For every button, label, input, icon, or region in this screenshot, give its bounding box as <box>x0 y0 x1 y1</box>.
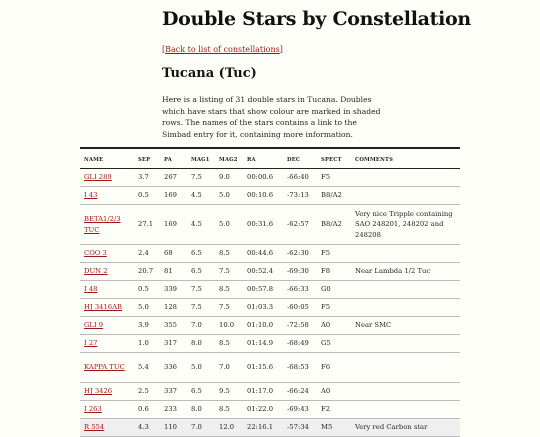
cell-mag2: 9.5 <box>215 383 243 401</box>
back-bracket-open: [ <box>162 45 166 54</box>
cell-comments <box>351 335 460 353</box>
star-name-cell <box>80 383 134 401</box>
simbad-star-link[interactable]: R 554 <box>84 423 105 432</box>
cell-mag1: 6.5 <box>187 383 215 401</box>
cell-ra: 00:44.6 <box>243 245 283 263</box>
star-name-cell <box>80 317 134 335</box>
simbad-star-link[interactable]: I 263 <box>84 405 102 414</box>
cell-spect: B8/A2 <box>317 187 351 205</box>
cell-pa: 110 <box>160 419 187 437</box>
page-title: Double Stars by Constellation <box>162 8 471 30</box>
table-row <box>80 263 460 281</box>
cell-mag2: 12.0 <box>215 419 243 437</box>
cell-mag2: 8.5 <box>215 245 243 263</box>
cell-ra: 01:10.0 <box>243 317 283 335</box>
simbad-star-link[interactable]: KAPPA TUC <box>84 363 125 372</box>
cell-sep: 1.0 <box>134 335 160 353</box>
cell-dec: -62:30 <box>283 245 317 263</box>
simbad-star-link[interactable]: GLI 9 <box>84 321 104 330</box>
cell-spect: B8/A2 <box>317 205 351 245</box>
cell-sep: 4.3 <box>134 419 160 437</box>
column-header-mag2: MAG2 <box>215 148 243 169</box>
cell-pa: 233 <box>160 401 187 419</box>
column-header-dec: DEC <box>283 148 317 169</box>
cell-mag1: 7.0 <box>187 317 215 335</box>
constellation-heading: Tucana (Tuc) <box>162 66 257 81</box>
cell-mag1: 7.5 <box>187 281 215 299</box>
cell-sep: 0.5 <box>134 281 160 299</box>
cell-pa: 169 <box>160 187 187 205</box>
cell-dec: -62:57 <box>283 205 317 245</box>
table-row <box>80 187 460 205</box>
column-header-ra: RA <box>243 148 283 169</box>
table-row <box>80 281 460 299</box>
star-name-cell <box>80 335 134 353</box>
cell-spect: F6 <box>317 353 351 383</box>
cell-spect: F2 <box>317 401 351 419</box>
table-row <box>80 205 460 245</box>
table-row <box>80 245 460 263</box>
cell-pa: 317 <box>160 335 187 353</box>
cell-comments <box>351 401 460 419</box>
column-header-comments: COMMENTS <box>351 148 460 169</box>
star-name-cell <box>80 299 134 317</box>
cell-sep: 5.0 <box>134 299 160 317</box>
cell-ra: 01:03.3 <box>243 299 283 317</box>
cell-comments: Very nice Tripple containing SAO 248201, 248202 and 248208 <box>351 205 460 245</box>
cell-spect: G0 <box>317 281 351 299</box>
column-header-pa: PA <box>160 148 187 169</box>
cell-ra: 01:22.0 <box>243 401 283 419</box>
cell-spect: F8 <box>317 263 351 281</box>
cell-sep: 2.5 <box>134 383 160 401</box>
cell-dec: -69:30 <box>283 263 317 281</box>
cell-pa: 68 <box>160 245 187 263</box>
simbad-star-link[interactable]: HJ 3416AB <box>84 303 123 312</box>
cell-spect: A0 <box>317 317 351 335</box>
cell-ra: 22:16.1 <box>243 419 283 437</box>
star-name-cell <box>80 353 134 383</box>
cell-pa: 337 <box>160 383 187 401</box>
cell-sep: 3.7 <box>134 169 160 187</box>
cell-comments <box>351 299 460 317</box>
cell-comments <box>351 281 460 299</box>
intro-text: Here is a listing of 31 double stars in Tucana. Doubles which have stars that show colour are marked in shaded rows. The names of the stars contains a link to the Simbad entry for it, containing more information. <box>162 95 381 139</box>
simbad-star-link[interactable]: BETA1/2/3 TUC <box>84 215 121 234</box>
star-name-cell <box>80 187 134 205</box>
table-row <box>80 299 460 317</box>
cell-mag2: 8.5 <box>215 335 243 353</box>
back-to-constellations-link[interactable]: Back to list of constellations <box>165 45 280 54</box>
cell-comments <box>351 169 460 187</box>
column-header-name: NAME <box>80 148 134 169</box>
cell-pa: 128 <box>160 299 187 317</box>
cell-ra: 00:31.6 <box>243 205 283 245</box>
simbad-star-link[interactable]: COO 3 <box>84 249 107 258</box>
table-row <box>80 401 460 419</box>
cell-sep: 27.1 <box>134 205 160 245</box>
cell-mag1: 5.0 <box>187 353 215 383</box>
column-header-mag1: MAG1 <box>187 148 215 169</box>
cell-ra: 01:17.0 <box>243 383 283 401</box>
star-name-cell <box>80 169 134 187</box>
cell-mag1: 8.0 <box>187 335 215 353</box>
cell-spect: F5 <box>317 245 351 263</box>
cell-mag2: 8.5 <box>215 401 243 419</box>
cell-mag1: 7.5 <box>187 299 215 317</box>
star-name-cell <box>80 245 134 263</box>
cell-pa: 339 <box>160 281 187 299</box>
cell-sep: 20.7 <box>134 263 160 281</box>
cell-spect: F5 <box>317 299 351 317</box>
cell-ra: 01:14.9 <box>243 335 283 353</box>
simbad-star-link[interactable]: GLI 289 <box>84 173 112 182</box>
cell-mag2: 5.0 <box>215 187 243 205</box>
cell-sep: 5.4 <box>134 353 160 383</box>
cell-ra: 01:15.6 <box>243 353 283 383</box>
cell-dec: -66:40 <box>283 169 317 187</box>
table-row <box>80 335 460 353</box>
cell-mag1: 4.5 <box>187 187 215 205</box>
cell-sep: 0.5 <box>134 187 160 205</box>
cell-sep: 2.4 <box>134 245 160 263</box>
cell-pa: 267 <box>160 169 187 187</box>
back-bracket-close: ] <box>279 45 283 54</box>
table-row <box>80 419 460 437</box>
cell-mag2: 8.5 <box>215 281 243 299</box>
table-row <box>80 353 460 383</box>
cell-comments <box>351 353 460 383</box>
star-name-cell <box>80 263 134 281</box>
cell-comments <box>351 383 460 401</box>
cell-mag1: 4.5 <box>187 205 215 245</box>
simbad-star-link[interactable]: I 48 <box>84 285 98 294</box>
cell-ra: 00:57.8 <box>243 281 283 299</box>
cell-dec: -73:13 <box>283 187 317 205</box>
table-row <box>80 383 460 401</box>
cell-dec: -72:58 <box>283 317 317 335</box>
cell-ra: 00:00.6 <box>243 169 283 187</box>
cell-mag1: 8.0 <box>187 401 215 419</box>
cell-mag1: 6.5 <box>187 245 215 263</box>
cell-comments: Near SMC <box>351 317 460 335</box>
cell-dec: -69:43 <box>283 401 317 419</box>
table-row <box>80 317 460 335</box>
double-stars-table <box>80 147 460 437</box>
cell-comments <box>351 187 460 205</box>
cell-mag2: 9.0 <box>215 169 243 187</box>
cell-ra: 00:52.4 <box>243 263 283 281</box>
cell-spect: F5 <box>317 169 351 187</box>
cell-mag2: 7.5 <box>215 263 243 281</box>
simbad-star-link[interactable]: DUN 2 <box>84 267 108 276</box>
cell-sep: 0.6 <box>134 401 160 419</box>
column-header-sep: SEP <box>134 148 160 169</box>
star-name-cell <box>80 205 134 245</box>
cell-dec: -68:53 <box>283 353 317 383</box>
cell-comments: Near Lambda 1/2 Tuc <box>351 263 460 281</box>
cell-mag2: 10.0 <box>215 317 243 335</box>
cell-mag2: 5.0 <box>215 205 243 245</box>
simbad-star-link[interactable]: I 43 <box>84 191 98 200</box>
cell-mag1: 7.0 <box>187 419 215 437</box>
cell-pa: 336 <box>160 353 187 383</box>
star-name-cell <box>80 401 134 419</box>
cell-mag2: 7.5 <box>215 299 243 317</box>
cell-comments <box>351 245 460 263</box>
simbad-star-link[interactable]: HJ 3426 <box>84 387 113 396</box>
cell-dec: -68:49 <box>283 335 317 353</box>
back-link-wrapper <box>162 45 283 54</box>
cell-pa: 81 <box>160 263 187 281</box>
cell-sep: 3.9 <box>134 317 160 335</box>
cell-spect: G5 <box>317 335 351 353</box>
cell-mag1: 6.5 <box>187 263 215 281</box>
cell-dec: -57:34 <box>283 419 317 437</box>
table-row <box>80 169 460 187</box>
star-name-cell <box>80 281 134 299</box>
cell-mag1: 7.5 <box>187 169 215 187</box>
column-header-spect: SPECT <box>317 148 351 169</box>
cell-spect: M5 <box>317 419 351 437</box>
cell-ra: 00:10.6 <box>243 187 283 205</box>
cell-pa: 355 <box>160 317 187 335</box>
cell-dec: -66:33 <box>283 281 317 299</box>
simbad-star-link[interactable]: I 27 <box>84 339 98 348</box>
cell-spect: A0 <box>317 383 351 401</box>
star-name-cell <box>80 419 134 437</box>
cell-dec: -66:24 <box>283 383 317 401</box>
cell-pa: 169 <box>160 205 187 245</box>
table-header-row <box>80 148 460 169</box>
cell-mag2: 7.0 <box>215 353 243 383</box>
cell-dec: -60:05 <box>283 299 317 317</box>
cell-comments: Very red Carbon star <box>351 419 460 437</box>
table-body <box>80 169 460 437</box>
